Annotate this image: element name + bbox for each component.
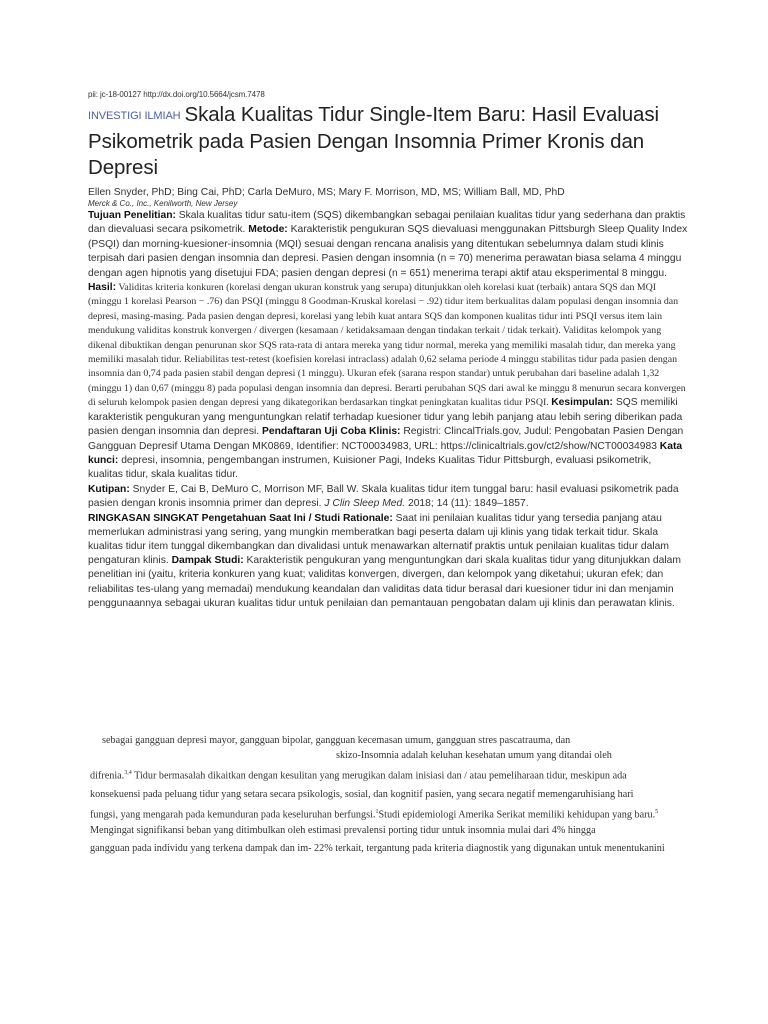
keywords-label: Kata kunci: bbox=[88, 440, 683, 466]
body-paragraph-3: difrenia.$^{3,4}$ Tidur bermasalah dikaitkan dengan kesulitan yang merugikan dalam inisiasi dan / atau pemeliharaan tidur, meskipun ada bbox=[90, 770, 627, 782]
body-line-1: sebagai gangguan depresi mayor, gangguan bipolar, gangguan kecemasan umum, gangguan stres pascatrauma, dan bbox=[102, 735, 571, 746]
conclusion-label: Kesimpulan: bbox=[551, 397, 613, 409]
registration-label: Pendaftaran Uji Coba Klinis: bbox=[262, 426, 401, 438]
body-line-2: skizo-Insomnia adalah keluhan kesehatan umum yang ditandai oleh bbox=[336, 750, 612, 762]
method-text: Karakteristik pengukuran SQS dievaluasi menggunakan Pittsburgh Sleep Quality Index (PSQI) dan morning-kuesioner-insomnia (MQI) sesuai dengan rencana analisis yang ditentukan sebelumnya dalam studi klinis terpisah dari pasien dengan insomnia dan depresi. Pasien dengan insomnia (n = 70) menerima perawatan biasa selama 4 minggu dengan agen hipnotis yang disetujui FDA; pasien dengan depresi (n = 651) menerima terapi aktif atau eksperimental 8 minggu. bbox=[88, 224, 688, 279]
citation-ref: 5 bbox=[655, 809, 659, 816]
registration-text: Registri: ClincalTrials.gov, Judul: Pengobatan Pasien Dengan Gangguan Depresif Utama Dengan MK0869, Identifier: NCT00034983, URL: https://clinicaltrials.gov/ct2/show/NCT00034983 bbox=[88, 426, 684, 452]
keywords-text: depresi, insomnia, pengembangan instrumen, Kuisioner Pagi, Indeks Kualitas Tidur Pittsburgh, evaluasi psikometrik, kualitas tidur, skala kualitas tidur. bbox=[88, 454, 652, 481]
body-text bbox=[90, 733, 698, 856]
title-text: Skala Kualitas Tidur Single-Item Baru: Hasil Evaluasi Psikometrik pada Pasien Dengan Insomnia Primer Kronis dan Depresi bbox=[88, 103, 659, 179]
body-paragraph-4: konsekuensi pada peluang tidur yang setara secara psikologis, sosial, dan kognitif pasien, yang secara negatif memengaruhisiang hari bbox=[90, 789, 634, 800]
article-title bbox=[88, 102, 688, 181]
aim-text: Skala kualitas tidur satu-item (SQS) dikembangkan sebagai penilaian kualitas tidur yang sederhana dan praktis dan dievaluasi secara psikometrik. bbox=[88, 210, 686, 236]
affiliation: Merck & Co., Inc., Kenilworth, New Jersey bbox=[88, 199, 238, 208]
article bbox=[88, 90, 688, 611]
citation-details: 2018; 14 (11): 1849–1857. bbox=[405, 498, 529, 510]
study-impact-text: Karakteristik pengukuran yang menguntungkan dari skala kualitas tidur yang ditunjukkan dalam penelitian ini (yaitu, kriteria konkuren yang kuat; validitas konvergen, divergen, dan kelompok yang diketahui; ukuran efek; dan reliabilitas tes-ulang yang memadai) mendukung keandalan dan validitas data tidur berasal dari kuesioner tidur ini dan menjamin penggunaannya sebagai ukuran kualitas tidur untuk penilaian dan pemantauan pengobatan dalam uji klinis dan perawatan klinis. bbox=[88, 555, 681, 609]
method-label: Metode: bbox=[248, 224, 288, 236]
citation-ref: 1 bbox=[375, 809, 379, 816]
result-text: Validitas kriteria konkuren (korelasi dengan ukuran konstruk yang serupa) ditunjukkan oleh korelasi kuat (terbaik) antara SQS dan MQI (minggu 1 korelasi Pearson − .76) dan PSQI (minggu 8 Goodman-Kruskal korelasi − .92) tidur item berkualitas dalam populasi dengan insomnia dan depresi, masing-masing. Pada pasien dengan depresi, korelasi yang lebih kuat antara SQS dan komponen kualitas tidur inti PSQI versus item lain mendukung validitas konstruk konvergen / divergen (kesamaan / ketidaksamaan dengan tindakan terkait / tidak terkait). Validitas kelompok yang dikenal dibuktikan dengan penurunan skor SQS rata-rata di antara mereka yang tidur normal, mereka yang memiliki masalah tidur, dan mereka yang memiliki masalah tidur. Reliabilitas test-retest (koefisien korelasi intraclass) adalah 0,62 selama periode 4 minggu stabilitas tidur pada pasien dengan insomnia dan 0,74 pada pasien stabil dengan depresi (1 minggu). Ukuran efek (sarana respon standar) untuk perubahan dari baseline adalah 1,32 (minggu 1) dan 0,67 (minggu 8) pada populasi dengan insomnia dan depresi. Berarti perubahan SQS dari awal ke minggu 8 menurun secara konvergen di seluruh kelompok pasien dengan depresi yang dikategorikan berdasarkan tingkat peningkatan kualitas tidur PSQI. bbox=[88, 282, 686, 409]
current-knowledge-label: Pengetahuan Saat Ini / Studi Rationale: bbox=[198, 512, 393, 524]
authors: Ellen Snyder, PhD; Bing Cai, PhD; Carla DeMuro, MS; Mary F. Morrison, MD, MS; William Ball, MD, PhD bbox=[88, 187, 565, 198]
result-label: Hasil: bbox=[88, 282, 117, 294]
citation-ref: 3,4 bbox=[124, 770, 132, 777]
study-impact-label: Dampak Studi: bbox=[171, 555, 244, 567]
section-tag: INVESTIGI ILMIAH bbox=[88, 110, 181, 122]
current-knowledge-text: Saat ini penilaian kualitas tidur yang tersedia panjang atau memerlukan administrasi yang sering, yang mungkin memberatkan bagi peserta dalam uji klinis yang tidak terkait tidur. Skala kualitas tidur item tunggal dikembangkan dan divalidasi untuk menawarkan alternatif praktis untuk penilaian kualitas tidur dalam pengaturan klinis. bbox=[88, 512, 669, 567]
conclusion-text: SQS memiliki karakteristik pengukuran yang menguntungkan relatif terhadap kuesioner tidur yang lebih panjang atau lebih sering diberikan pada pasien dengan insomnia dan depresi. bbox=[88, 397, 683, 438]
citation-text: Snyder E, Cai B, DeMuro C, Morrison MF, Ball W. Skala kualitas tidur item tunggal baru: hasil evaluasi psikometrik pada pasien dengan kronis insomnia primer dan depresi. bbox=[88, 483, 679, 510]
brief-summary bbox=[88, 512, 688, 611]
abstract bbox=[88, 209, 688, 512]
citation-journal: J Clin Sleep Med. bbox=[324, 498, 406, 510]
citation-label: Kutipan: bbox=[88, 483, 130, 495]
doi-line: pii: jc-18-00127 http://dx.doi.org/10.5664/jcsm.7478 bbox=[88, 90, 265, 99]
body-paragraph-6: gangguan pada individu yang terkena dampak dan im- 22% terkait, tergantung pada kriteria diagnostik yang digunakan untuk menentukanini bbox=[90, 843, 665, 854]
summary-heading: RINGKASAN SINGKAT bbox=[88, 512, 199, 524]
body-paragraph-5: fungsi, yang mengarah pada kemunduran pada keseluruhan berfungsi.$^1$Studi epidemiologi Amerika Serikat memiliki kehidupan yang baru.$^5$ Mengingat signifikansi beban yang ditimbulkan oleh estimasi prevalensi porting tidur untuk insomnia mulai dari 4% hingga bbox=[90, 809, 659, 836]
aim-label: Tujuan Penelitian: bbox=[88, 210, 176, 221]
